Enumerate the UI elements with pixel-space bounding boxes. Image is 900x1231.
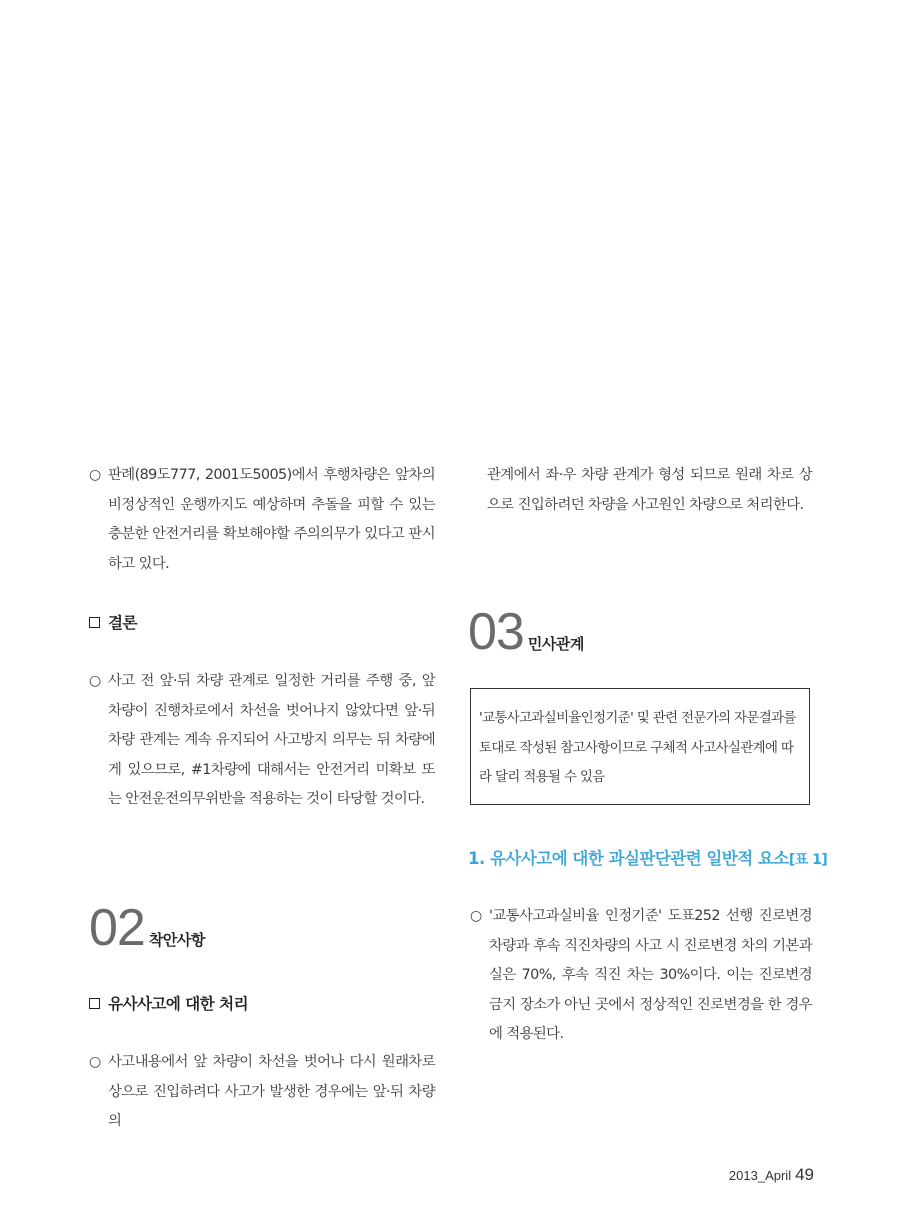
bullet-mark: ○ [89, 673, 101, 689]
bullet-mark: ○ [89, 1054, 101, 1070]
notice-text: '교통사고과실비율인정기준' 및 관련 전문가의 자문결과를 토대로 작성된 참고사항이므로 구체적 사고사실관계에 따라 달리 적용될 수 있음 [479, 711, 796, 785]
section-title: 착안사항 [148, 931, 205, 949]
subheading-text: 1. 유사사고에 대한 과실판단관련 일반적 요소 [468, 849, 789, 868]
page-footer [729, 1165, 814, 1185]
paragraph-conclusion [89, 667, 435, 815]
bullet-mark: ○ [89, 467, 101, 483]
notice-box [470, 688, 810, 805]
section-heading-03 [468, 602, 584, 662]
heading-text: 유사사고에 대한 처리 [108, 995, 249, 1013]
table-reference: [표 1] [788, 852, 828, 868]
page-number: 49 [795, 1165, 814, 1184]
paragraph-fault-ratio [470, 902, 812, 1050]
section-heading-02 [89, 898, 205, 958]
section-number: 03 [468, 603, 524, 661]
square-bullet-icon [89, 998, 100, 1009]
paragraph-text: 사고 전 앞·뒤 차량 관계로 일정한 거리를 주행 중, 앞 차량이 진행차로에서 차선을 벗어나지 않았다면 앞·뒤 차량 관계는 계속 유지되어 사고방지 의무는 뒤 차량에게 있으므로, #1차량에 대해서는 안전거리 미확보 또는 안전운전의무위반을 적용하는 것이 타당할 것이다. [108, 673, 435, 807]
issue-label: 2013_April [728, 1168, 792, 1183]
section-title: 민사관계 [527, 635, 584, 653]
paragraph-text: 판례(89도777, 2001도5005)에서 후행차량은 앞차의 비정상적인 운행까지도 예상하며 추돌을 피할 수 있는 충분한 안전거리를 확보해야할 주의의무가 있다고 판시하고 있다. [108, 467, 435, 572]
paragraph-accident-handling [89, 1048, 435, 1137]
paragraph-text: 관계에서 좌·우 차량 관계가 형성 되므로 원래 차로 상으로 진입하려던 차량을 사고원인 차량으로 처리한다. [487, 467, 812, 513]
bullet-mark: ○ [470, 908, 482, 924]
paragraph-continuation [470, 461, 812, 520]
paragraph-text: '교통사고과실비율 인정기준' 도표252 선행 진로변경 차량과 후속 직진차량의 사고 시 진로변경 차의 기본과실은 70%, 후속 직진 차는 30%이다. 이는 진로변경 금지 장소가 아닌 곳에서 정상적인 진로변경을 한 경우에 적용된다. [489, 908, 812, 1042]
paragraph-precedent [89, 461, 435, 579]
section-number: 02 [89, 899, 145, 957]
square-bullet-icon [89, 617, 100, 628]
paragraph-text: 사고내용에서 앞 차량이 차선을 벗어나 다시 원래차로 상으로 진입하려다 사고가 발생한 경우에는 앞·뒤 차량의 [108, 1054, 435, 1129]
heading-similar-accident [89, 992, 248, 1014]
heading-text: 결론 [108, 614, 137, 632]
heading-conclusion [89, 611, 137, 633]
subheading-fault-factors [468, 845, 827, 869]
